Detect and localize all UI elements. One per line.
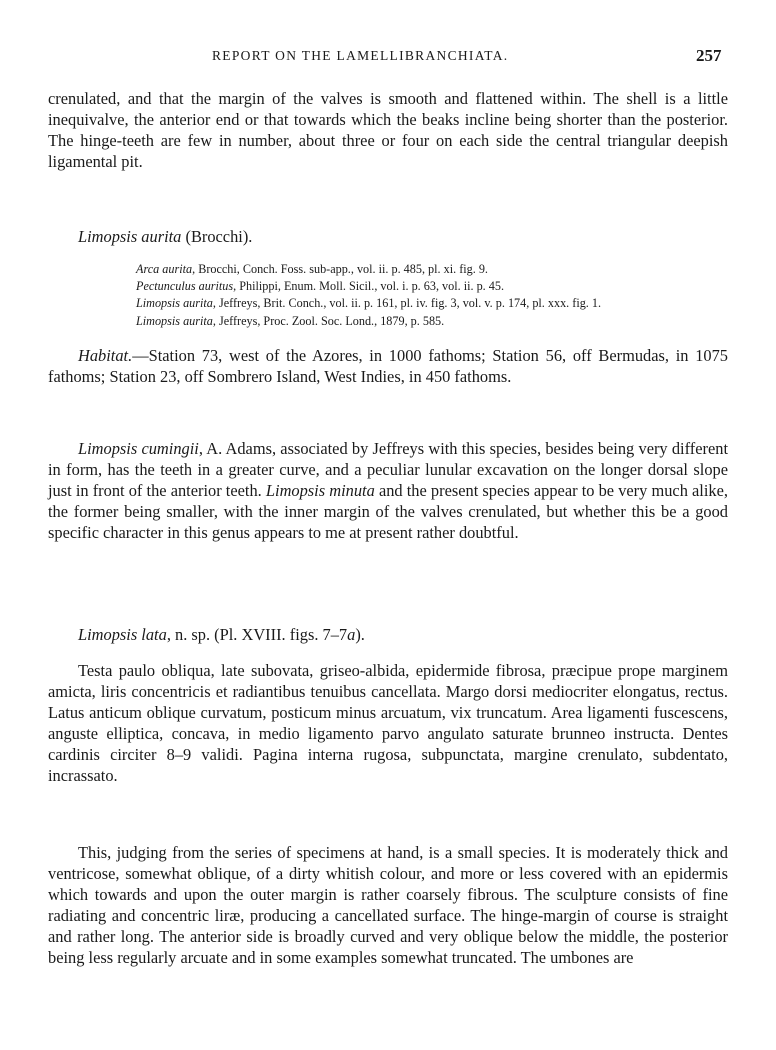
figure-letter: a [347, 625, 356, 644]
heading-text: , n. sp. (Pl. XVIII. figs. 7–7 [166, 625, 348, 644]
page-number: 257 [696, 46, 722, 65]
habitat-paragraph [48, 345, 728, 387]
synonym-name: Limopsis aurita [136, 313, 213, 328]
synonym-name: Pectunculus auritus [136, 279, 234, 294]
synonymy-entry [136, 295, 736, 312]
synonymy-entry [136, 278, 736, 295]
latin-description: Testa paulo obliqua, late subovata, griseo-albida, epidermide fibrosa, præcipue prope marginem amicta, liris concentricis et radiantibus tenuibus cancellata. Margo dorsi mediocriter elongatus, rectus. Latus anticum oblique curvatum, posticum minus arcuatum, vix truncatum. Area ligamenti fuscescens, anguste elliptica, concava, in medio ligamento parvo angulato saturate brunneo instructa. Dentes cardinis circiter 8–9 validi. Pagina interna rugosa, subpunctata, margine crenulato, subdentato, incrassato. [48, 661, 728, 785]
synonymy-entry [136, 313, 736, 330]
habitat-text: —Station 73, west of the Azores, in 1000 fathoms; Station 56, off Bermudas, in 1075 fathoms; Station 23, off Sombrero Island, West Indies, in 450 fathoms. [48, 346, 728, 386]
running-title: REPORT ON THE LAMELLIBRANCHIATA. [212, 48, 509, 63]
species-authority: (Brocchi). [181, 227, 253, 246]
running-head [0, 46, 776, 68]
description-paragraph: This, judging from the series of specimens at hand, is a small species. It is moderately thick and ventricose, somewhat oblique, of a dirty whitish colour, and more or less covered with an epidermis which towards and upon the outer margin is rather coarsely fibrous. The sculpture consists of fine radiating and concentric liræ, producing a cancellated surface. The hinge-margin of course is straight and rather long. The anterior side is broadly curved and very oblique below the middle, the posterior being less regularly arcuate and in some examples somewhat truncated. The umbones are [48, 843, 728, 967]
paragraph-text: and the present species appear to be very much alike, the former being smaller, with the inner margin of the valves crenulated, but whether this be a good specific character in this genus appears to me at present rather doubtful. [48, 481, 728, 542]
paragraph-text: , A. Adams, associated by Jeffreys with this species, besides being very different in form, has the teeth in a greater curve, and a peculiar lunular excavation on the longer dorsal slope just in front of the anterior teeth. [48, 439, 728, 500]
synonym-name: Limopsis aurita [136, 296, 213, 311]
species-name: Limopsis lata [78, 625, 167, 644]
heading-text: ). [355, 625, 365, 644]
synonym-citation: , Jeffreys, Proc. Zool. Soc. Lond., 1879, p. 585. [212, 313, 445, 328]
species-heading-lata [78, 625, 365, 645]
species-name: Limopsis cumingii [78, 439, 199, 458]
synonym-citation: , Philippi, Enum. Moll. Sicil., vol. i. p. 63, vol. ii. p. 45. [233, 279, 505, 294]
synonymy-list [136, 261, 736, 330]
continuation-paragraph: crenulated, and that the margin of the valves is smooth and flattened within. The shell is a little inequivalve, the anterior end or that towards which the beaks incline being shorter than the posterior. The hinge-teeth are few in number, about three or four on each side the central triangular deepish ligamental pit. [48, 89, 728, 171]
habitat-label: Habitat. [78, 346, 133, 365]
species-heading-aurita [78, 227, 252, 247]
synonym-name: Arca aurita [136, 262, 193, 276]
synonym-citation: , Brocchi, Conch. Foss. sub-app., vol. ii. p. 485, pl. xi. fig. 9. [192, 262, 488, 276]
species-name: Limopsis aurita [78, 227, 182, 246]
species-name: Limopsis minuta [265, 481, 375, 500]
synonym-citation: , Jeffreys, Brit. Conch., vol. ii. p. 161, pl. iv. fig. 3, vol. v. p. 174, pl. xxx. fig. 1. [212, 296, 602, 311]
cumingii-paragraph [48, 438, 728, 543]
synonymy-entry [136, 261, 736, 278]
